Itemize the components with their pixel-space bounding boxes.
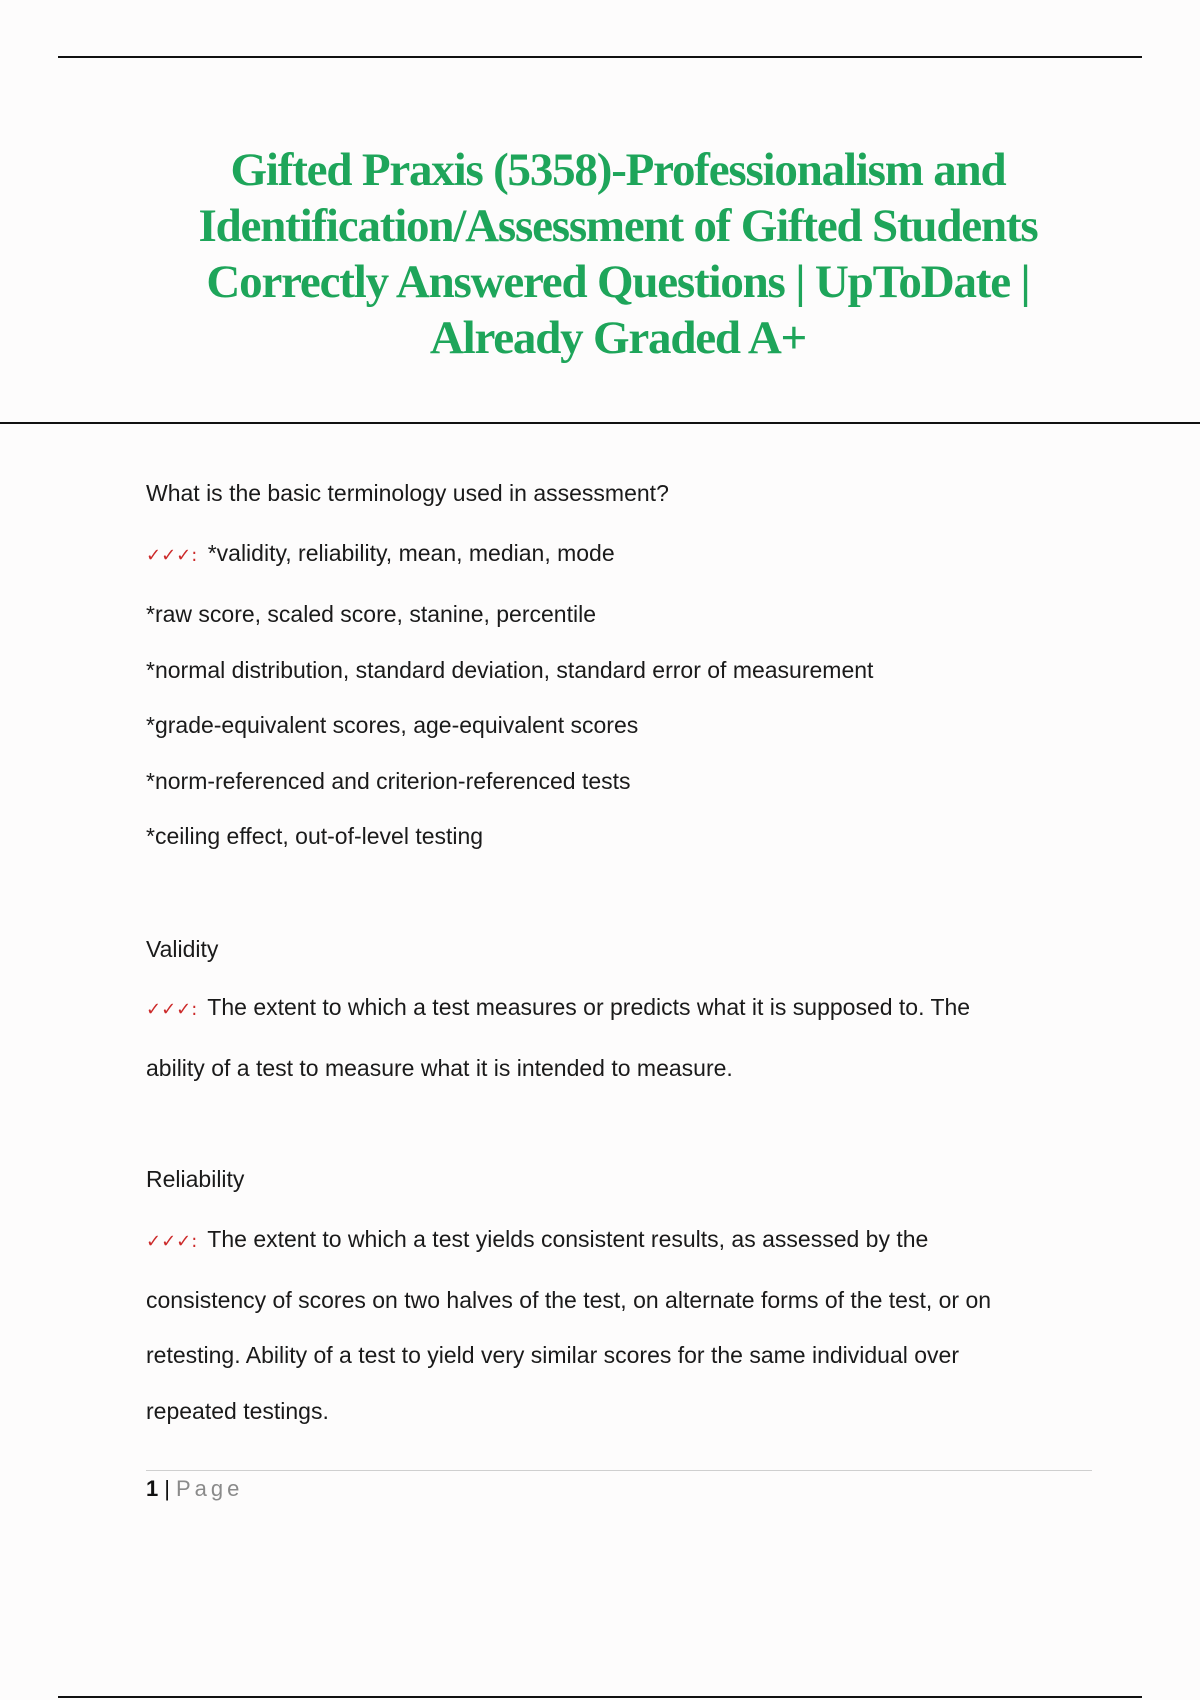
answer-line: retesting. Ability of a test to yield very similar scores for the same individual over bbox=[146, 1342, 960, 1368]
page-footer bbox=[146, 1476, 243, 1502]
header-divider bbox=[0, 422, 1200, 424]
page-number: 1 bbox=[146, 1476, 159, 1501]
answer-line: ability of a test to measure what it is intended to measure. bbox=[146, 1055, 733, 1081]
bottom-divider bbox=[58, 1696, 1142, 1698]
document-title bbox=[0, 142, 1200, 366]
title-line: Correctly Answered Questions | UpToDate | bbox=[206, 256, 1030, 308]
answer-line bbox=[146, 1226, 928, 1253]
checkmark-icon: ✓✓✓: bbox=[146, 999, 198, 1020]
page-label: Page bbox=[175, 1476, 244, 1501]
title-line: Identification/Assessment of Gifted Students bbox=[198, 200, 1038, 252]
top-divider bbox=[58, 56, 1142, 58]
answer-line: *norm-referenced and criterion-referenced tests bbox=[146, 768, 631, 794]
answer-text: The extent to which a test measures or predicts what it is supposed to. The bbox=[207, 994, 971, 1020]
question-text: Validity bbox=[146, 936, 219, 962]
answer-line: repeated testings. bbox=[146, 1398, 329, 1424]
answer-text: The extent to which a test yields consistent results, as assessed by the bbox=[207, 1226, 929, 1252]
footer-divider bbox=[146, 1470, 1092, 1471]
title-line: Already Graded A+ bbox=[429, 312, 807, 364]
answer-line: *ceiling effect, out-of-level testing bbox=[146, 823, 484, 849]
question-text: What is the basic terminology used in assessment? bbox=[146, 480, 669, 506]
answer-line bbox=[146, 540, 615, 567]
title-line: Gifted Praxis (5358)-Professionalism and bbox=[230, 144, 1006, 196]
answer-text: *validity, reliability, mean, median, mode bbox=[207, 540, 615, 566]
answer-line: *raw score, scaled score, stanine, percentile bbox=[146, 601, 596, 627]
checkmark-icon: ✓✓✓: bbox=[146, 545, 198, 566]
answer-line: *grade-equivalent scores, age-equivalent scores bbox=[146, 712, 639, 738]
answer-line bbox=[146, 994, 970, 1021]
answer-line: consistency of scores on two halves of the test, on alternate forms of the test, or on bbox=[146, 1287, 992, 1313]
answer-line: *normal distribution, standard deviation, standard error of measurement bbox=[146, 657, 874, 683]
checkmark-icon: ✓✓✓: bbox=[146, 1231, 198, 1252]
footer-separator: | bbox=[164, 1476, 170, 1501]
question-text: Reliability bbox=[146, 1166, 245, 1192]
